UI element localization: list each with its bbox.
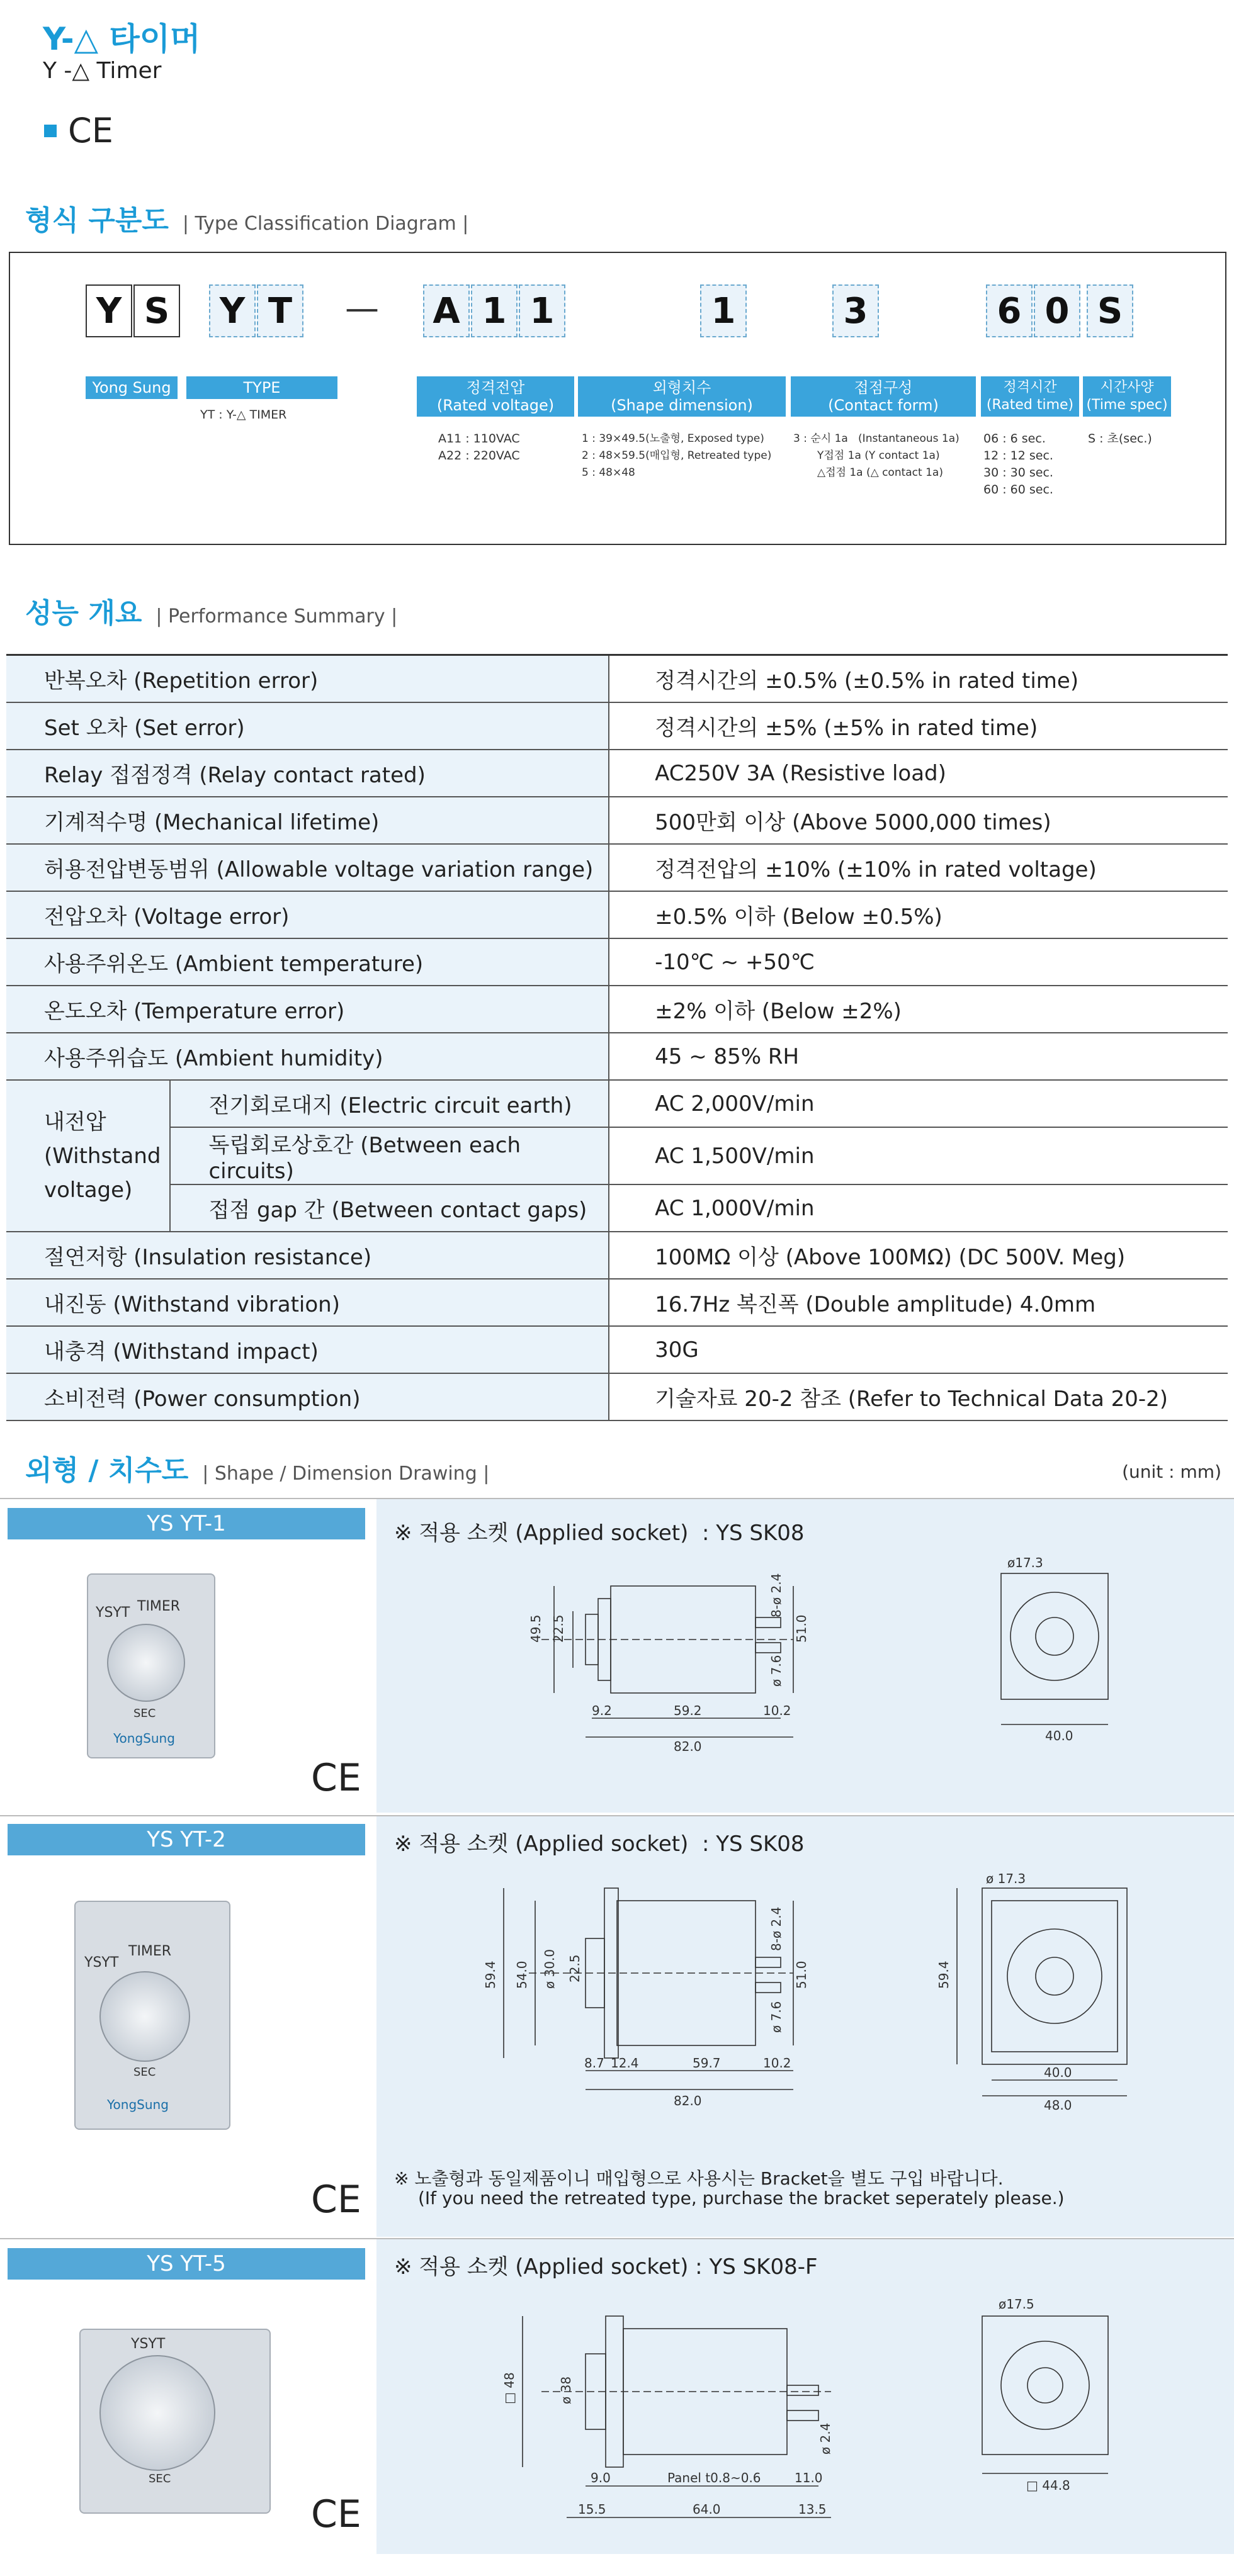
product-3-dimension-drawing (378, 2285, 1228, 2555)
performance-section-subtitle: | Performance Summary | (156, 605, 398, 627)
perf-value: 정격전압의 ±10% (±10% in rated voltage) (609, 844, 1228, 891)
dim-h1: □ 48 (502, 2372, 517, 2404)
dim-w-c: 15.5 (578, 2502, 606, 2517)
perf-value: AC 1,500V/min (609, 1127, 1228, 1184)
perf-label: 절연저항 (Insulation resistance) (6, 1232, 609, 1279)
product-1-photo (87, 1573, 215, 1758)
perf-label: 내충격 (Withstand impact) (6, 1326, 609, 1373)
front-center (1027, 2368, 1063, 2403)
device-brand: YSYT (96, 1605, 130, 1621)
dim-w-right: 10.2 (763, 2056, 791, 2071)
device-maker: YongSung (107, 2097, 169, 2112)
page-subtitle: Y -△ Timer (43, 58, 162, 84)
table-row (6, 702, 1228, 750)
performance-section-title: 성능 개요 (25, 597, 142, 629)
perf-label: 사용주위온도 (Ambient temperature) (6, 938, 609, 986)
device-brand: YSYT (131, 2336, 166, 2352)
dim-front-w2: 48.0 (1044, 2098, 1072, 2113)
label-yong-sung: Yong Sung (86, 376, 178, 399)
code-box-y: Y (86, 284, 132, 337)
label-contact-en: (Contact form) (828, 397, 939, 414)
code-box-0: 0 (1034, 284, 1080, 337)
table-row (6, 891, 1228, 938)
page-title: Y-△ 타이머 (43, 21, 201, 57)
dim-front-h: 59.4 (936, 1960, 951, 1989)
perf-label: 온도오차 (Temperature error) (6, 986, 609, 1033)
dim-pin-p: 8-ø 2.4 (769, 1906, 784, 1951)
perf-value: 정격시간의 ±0.5% (±0.5% in rated time) (609, 655, 1228, 703)
dim-pin-h: 51.0 (794, 1960, 809, 1989)
dim-w-main: 59.7 (693, 2056, 721, 2071)
desc-shape-2: 2 : 48×59.5(매입형, Retreated type) (582, 449, 772, 462)
dim-front-w: □ 44.8 (1026, 2478, 1070, 2493)
dim-pin: ø 2.4 (818, 2422, 833, 2455)
dimension-section-heading (25, 1448, 489, 1488)
front-socket (1010, 1592, 1099, 1680)
label-time-spec-ko: 시간사양 (1100, 380, 1154, 395)
dimension-section-subtitle: | Shape / Dimension Drawing | (202, 1463, 490, 1485)
dim-h2: 54.0 (514, 1960, 529, 1989)
perf-value: ±2% 이하 (Below ±2%) (609, 986, 1228, 1033)
type-diagram-frame (9, 252, 1226, 545)
desc-spec: S : 초(sec.) (1088, 432, 1152, 446)
dim-h1: 59.4 (483, 1960, 498, 1989)
product-3-name-tag: YS YT-5 (8, 2248, 365, 2280)
desc-voltage-a22: A22 : 220VAC (438, 449, 520, 463)
table-row (6, 655, 1228, 703)
side-pin-1 (787, 2385, 818, 2395)
withstand-label-2: (Withstand (44, 1143, 161, 1169)
side-pin-2 (756, 1643, 781, 1653)
bullet-square-icon (44, 125, 57, 137)
product-2-photo (74, 1901, 230, 2130)
code-box-y2: Y (209, 284, 256, 337)
perf-value: 100MΩ 이상 (Above 100MΩ) (DC 500V. Meg) (609, 1232, 1228, 1279)
device-brand: YSYT (84, 1955, 119, 1971)
desc-time-30: 30 : 30 sec. (983, 466, 1053, 480)
desc-shape (582, 430, 771, 481)
dim-w-main: 59.2 (674, 1703, 702, 1718)
perf-label: 소비전력 (Power consumption) (6, 1373, 609, 1420)
front-center (1036, 1617, 1073, 1655)
front-inner (992, 1901, 1118, 2052)
perf-value: -10℃ ~ +50℃ (609, 938, 1228, 986)
ce-certification (44, 111, 113, 150)
perf-label: 허용전압변동범위 (Allowable voltage variation range) (6, 844, 609, 891)
dial-icon (99, 1971, 190, 2062)
desc-contact-2: Y접점 1a (Y contact 1a) (817, 449, 940, 462)
perf-label: 기계적수명 (Mechanical lifetime) (6, 797, 609, 844)
perf-value: 정격시간의 ±5% (±5% in rated time) (609, 702, 1228, 750)
perf-value: 16.7Hz 복진폭 (Double amplitude) 4.0mm (609, 1279, 1228, 1326)
code-box-t: T (257, 284, 303, 337)
table-row (6, 1184, 1228, 1232)
product-2-socket: ※ 적용 소켓 (Applied socket) : YS SK08 (394, 1831, 805, 1857)
label-shape (578, 376, 786, 417)
table-row (6, 986, 1228, 1033)
product-1-dimension-drawing (378, 1548, 1228, 1800)
dim-front-w1: 40.0 (1044, 2065, 1072, 2080)
product-2-dimension-drawing (378, 1863, 1228, 2127)
front-socket (1001, 2341, 1089, 2429)
dim-w-d: 64.0 (693, 2502, 721, 2517)
desc-type: YT : Y-△ TIMER (200, 408, 287, 422)
dim-w-total: 82.0 (674, 1739, 702, 1754)
table-row (6, 1080, 1228, 1127)
label-rated-voltage (417, 376, 574, 417)
product-3-socket: ※ 적용 소켓 (Applied socket) : YS SK08-F (394, 2254, 818, 2280)
dim-w-left2: 12.4 (611, 2056, 639, 2071)
product-3-photo (79, 2329, 271, 2514)
withstand-label-1: 내전압 (44, 1109, 106, 1135)
device-sec: SEC (133, 2066, 156, 2079)
code-box-1a: 1 (471, 284, 518, 337)
desc-shape-1: 1 : 39×49.5(노출형, Exposed type) (582, 432, 764, 445)
perf-value: AC250V 3A (Resistive load) (609, 750, 1228, 797)
perf-value: AC 2,000V/min (609, 1080, 1228, 1127)
performance-table (6, 654, 1228, 1421)
dial-icon (107, 1624, 185, 1702)
device-sec: SEC (133, 1707, 156, 1720)
dim-pin-d: ø 7.6 (769, 2001, 784, 2033)
table-row (6, 1232, 1228, 1279)
perf-label: 반복오차 (Repetition error) (6, 655, 609, 703)
front-body (982, 1888, 1127, 2064)
dim-w-a: 9.0 (591, 2470, 611, 2485)
dim-w-total: 82.0 (674, 2093, 702, 2108)
ce-mark: CE (68, 111, 113, 150)
type-section-subtitle: | Type Classification Diagram | (182, 213, 469, 235)
code-box-shape: 1 (700, 284, 747, 337)
perf-value: 30G (609, 1326, 1228, 1373)
table-row (6, 750, 1228, 797)
desc-contact-1: 3 : 순시 1a (Instantaneous 1a) (793, 432, 959, 445)
perf-label: 내진동 (Withstand vibration) (6, 1279, 609, 1326)
desc-shape-5: 5 : 48×48 (582, 466, 635, 479)
dim-knob: ø 30.0 (542, 1949, 557, 1989)
ce-mark-icon: CE (311, 1756, 361, 1800)
code-box-a: A (423, 284, 470, 337)
front-socket (1007, 1929, 1102, 2023)
label-type: TYPE (186, 376, 337, 399)
code-box-spec: S (1087, 284, 1133, 337)
label-contact-ko: 접점구성 (854, 379, 913, 397)
type-section-heading (25, 198, 468, 238)
withstand-group-label (6, 1080, 170, 1232)
table-row (6, 844, 1228, 891)
code-box-6: 6 (986, 284, 1033, 337)
dim-front-d: ø 17.3 (986, 1871, 1026, 1886)
code-box-contact: 3 (832, 284, 879, 337)
side-pin-1 (756, 1957, 781, 1967)
label-contact (791, 376, 976, 417)
perf-label: 접점 gap 간 (Between contact gaps) (170, 1184, 609, 1232)
perf-label: 전기회로대지 (Electric circuit earth) (170, 1080, 609, 1127)
device-maker: YongSung (113, 1731, 175, 1746)
table-row (6, 797, 1228, 844)
dim-panel: Panel t0.8~0.6 (667, 2470, 761, 2485)
performance-section-heading (25, 590, 397, 631)
dim-pin-d: ø 7.6 (769, 1655, 784, 1687)
table-row (6, 1373, 1228, 1420)
dim-w-e: 13.5 (798, 2502, 827, 2517)
perf-label: Relay 접점정격 (Relay contact rated) (6, 750, 609, 797)
product-1-name-tag: YS YT-1 (8, 1508, 365, 1539)
label-shape-en: (Shape dimension) (611, 397, 753, 414)
dim-front-w: 40.0 (1045, 1728, 1073, 1743)
label-shape-ko: 외형치수 (652, 379, 711, 397)
code-box-1b: 1 (519, 284, 565, 337)
ce-mark-icon: CE (311, 2178, 361, 2222)
perf-label: 사용주위습도 (Ambient humidity) (6, 1033, 609, 1080)
perf-value: 500만회 이상 (Above 5000,000 times) (609, 797, 1228, 844)
dim-pin-p: 8-ø 2.4 (769, 1573, 784, 1617)
label-time-spec (1083, 376, 1171, 417)
table-row (6, 1127, 1228, 1184)
table-row (6, 1326, 1228, 1373)
desc-time-60: 60 : 60 sec. (983, 483, 1053, 497)
perf-value: 45 ~ 85% RH (609, 1033, 1228, 1080)
ce-mark-icon: CE (311, 2492, 361, 2536)
label-time-spec-en: (Time spec) (1086, 397, 1168, 413)
dim-knob: ø 38 (558, 2376, 574, 2404)
desc-contact-3: △접점 1a (△ contact 1a) (817, 466, 943, 479)
dim-front-d: ø17.5 (999, 2297, 1034, 2312)
side-pin-2 (787, 2410, 818, 2421)
perf-value: AC 1,000V/min (609, 1184, 1228, 1232)
desc-contact (793, 430, 959, 481)
front-center (1036, 1957, 1073, 1995)
code-dash: — (345, 288, 379, 328)
dim-w-left1: 8.7 (584, 2056, 604, 2071)
label-rated-time (981, 376, 1079, 417)
table-row (6, 1279, 1228, 1326)
dim-w-b: 11.0 (795, 2470, 823, 2485)
table-row (6, 1033, 1228, 1080)
dial-icon (99, 2355, 215, 2471)
product-2-note-ko: ※ 노출형과 동일제품이니 매입형으로 사용시는 Bracket을 별도 구입 바랍니다. (394, 2168, 1004, 2189)
perf-label: 전압오차 (Voltage error) (6, 891, 609, 938)
dim-pin-h: 51.0 (794, 1614, 809, 1643)
type-section-title: 형식 구분도 (25, 205, 169, 237)
dim-w-left: 9.2 (592, 1703, 612, 1718)
dimension-section-title: 외형 / 치수도 (25, 1454, 189, 1487)
desc-voltage-a11: A11 : 110VAC (438, 432, 520, 446)
perf-value: 기술자료 20-2 참조 (Refer to Technical Data 20-2) (609, 1373, 1228, 1420)
device-timer: TIMER (137, 1599, 181, 1614)
product-2-note-en: (If you need the retreated type, purchase the bracket seperately please.) (418, 2188, 1065, 2208)
label-rated-time-en: (Rated time) (986, 397, 1074, 413)
side-pin-2 (756, 1983, 781, 1993)
label-rated-time-ko: 정격시간 (1003, 380, 1057, 395)
device-sec: SEC (149, 2472, 171, 2485)
side-pin-1 (756, 1617, 781, 1628)
desc-time-12: 12 : 12 sec. (983, 449, 1053, 463)
dim-h2: 22.5 (551, 1614, 566, 1643)
device-timer: TIMER (128, 1943, 172, 1959)
dim-front-d: ø17.3 (1007, 1555, 1043, 1570)
product-2-name-tag: YS YT-2 (8, 1824, 365, 1855)
desc-voltage (438, 430, 520, 464)
label-rated-voltage-en: (Rated voltage) (436, 397, 555, 414)
perf-label: 독립회로상호간 (Between each circuits) (170, 1127, 609, 1184)
dim-h3: 22.5 (567, 1954, 582, 1983)
withstand-label-3: voltage) (44, 1177, 133, 1203)
desc-time (983, 430, 1053, 498)
code-box-s: S (133, 284, 180, 337)
desc-time-06: 06 : 6 sec. (983, 432, 1046, 446)
product-1-socket: ※ 적용 소켓 (Applied socket) : YS SK08 (394, 1521, 805, 1546)
perf-label: Set 오차 (Set error) (6, 702, 609, 750)
label-rated-voltage-ko: 정격전압 (466, 379, 525, 397)
dim-w-right: 10.2 (763, 1703, 791, 1718)
perf-value: ±0.5% 이하 (Below ±0.5%) (609, 891, 1228, 938)
dim-h1: 49.5 (528, 1614, 543, 1643)
table-row (6, 938, 1228, 986)
unit-label: (unit : mm) (1122, 1461, 1221, 1482)
